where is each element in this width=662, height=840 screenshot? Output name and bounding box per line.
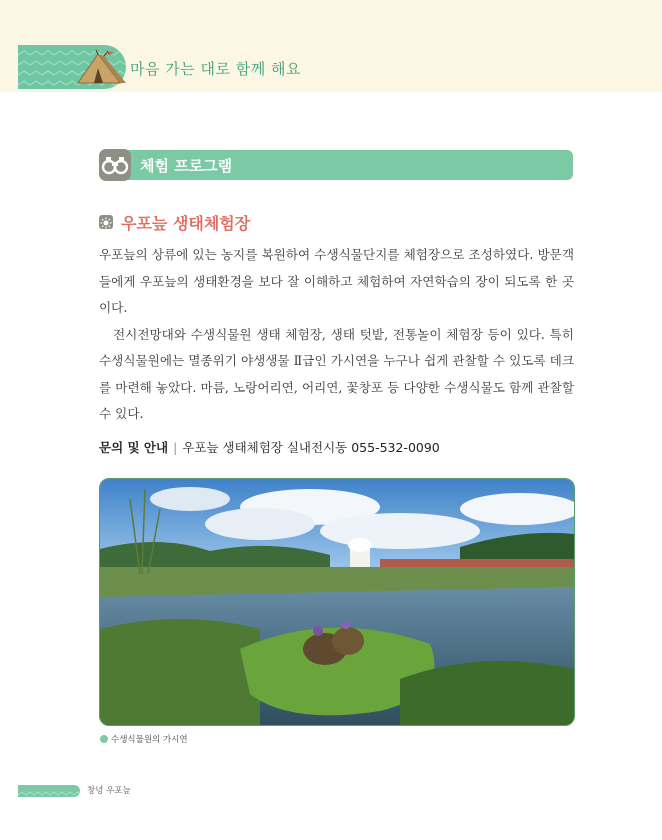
caption-text: 수생식물원의 가시연 [111, 735, 188, 745]
paragraph-1: 우포늪의 상류에 있는 농지를 복원하여 수생식물단지를 체험장으로 조성하였다. 방문객들에게 우포늪의 생태환경을 보다 잘 이해하고 체험하여 자연학습의 장이 되도록 한 곳이다. [99, 247, 574, 315]
contact-info [99, 438, 440, 456]
subsection-title: 우포늪 생태체험장 [121, 214, 251, 233]
footer-page-label: 창녕 우포늪 [87, 786, 131, 796]
sun-icon [99, 215, 113, 229]
photo-caption [100, 733, 188, 745]
tent-icon [74, 48, 130, 86]
contact-value: 우포늪 생태체험장 실내전시동 055-532-0090 [182, 440, 440, 455]
section-title: 체험 프로그램 [140, 157, 233, 175]
body-text [99, 242, 574, 428]
contact-separator: | [173, 440, 178, 455]
footer-band [18, 785, 80, 797]
contact-label: 문의 및 안내 [99, 440, 169, 455]
lotus-pond-photo [99, 478, 575, 726]
banner-title: 마음 가는 대로 함께 해요 [130, 60, 301, 78]
paragraph-2: 전시전망대와 수생식물원 생태 체험장, 생태 텃밭, 전통놀이 체험장 등이 있다. 특히 수생식물원에는 멸종위기 야생생물 Ⅱ급인 가시연을 누구나 쉽게 관찰할 수 있도록 데크를 마련해 놓았다. 마름, 노랑어리연, 어리연, 꽃창포 등 다양한 수생식물도 함께 관찰할 수 있다. [99, 326, 574, 421]
binoculars-icon [99, 149, 131, 181]
caption-bullet-icon [100, 735, 108, 743]
